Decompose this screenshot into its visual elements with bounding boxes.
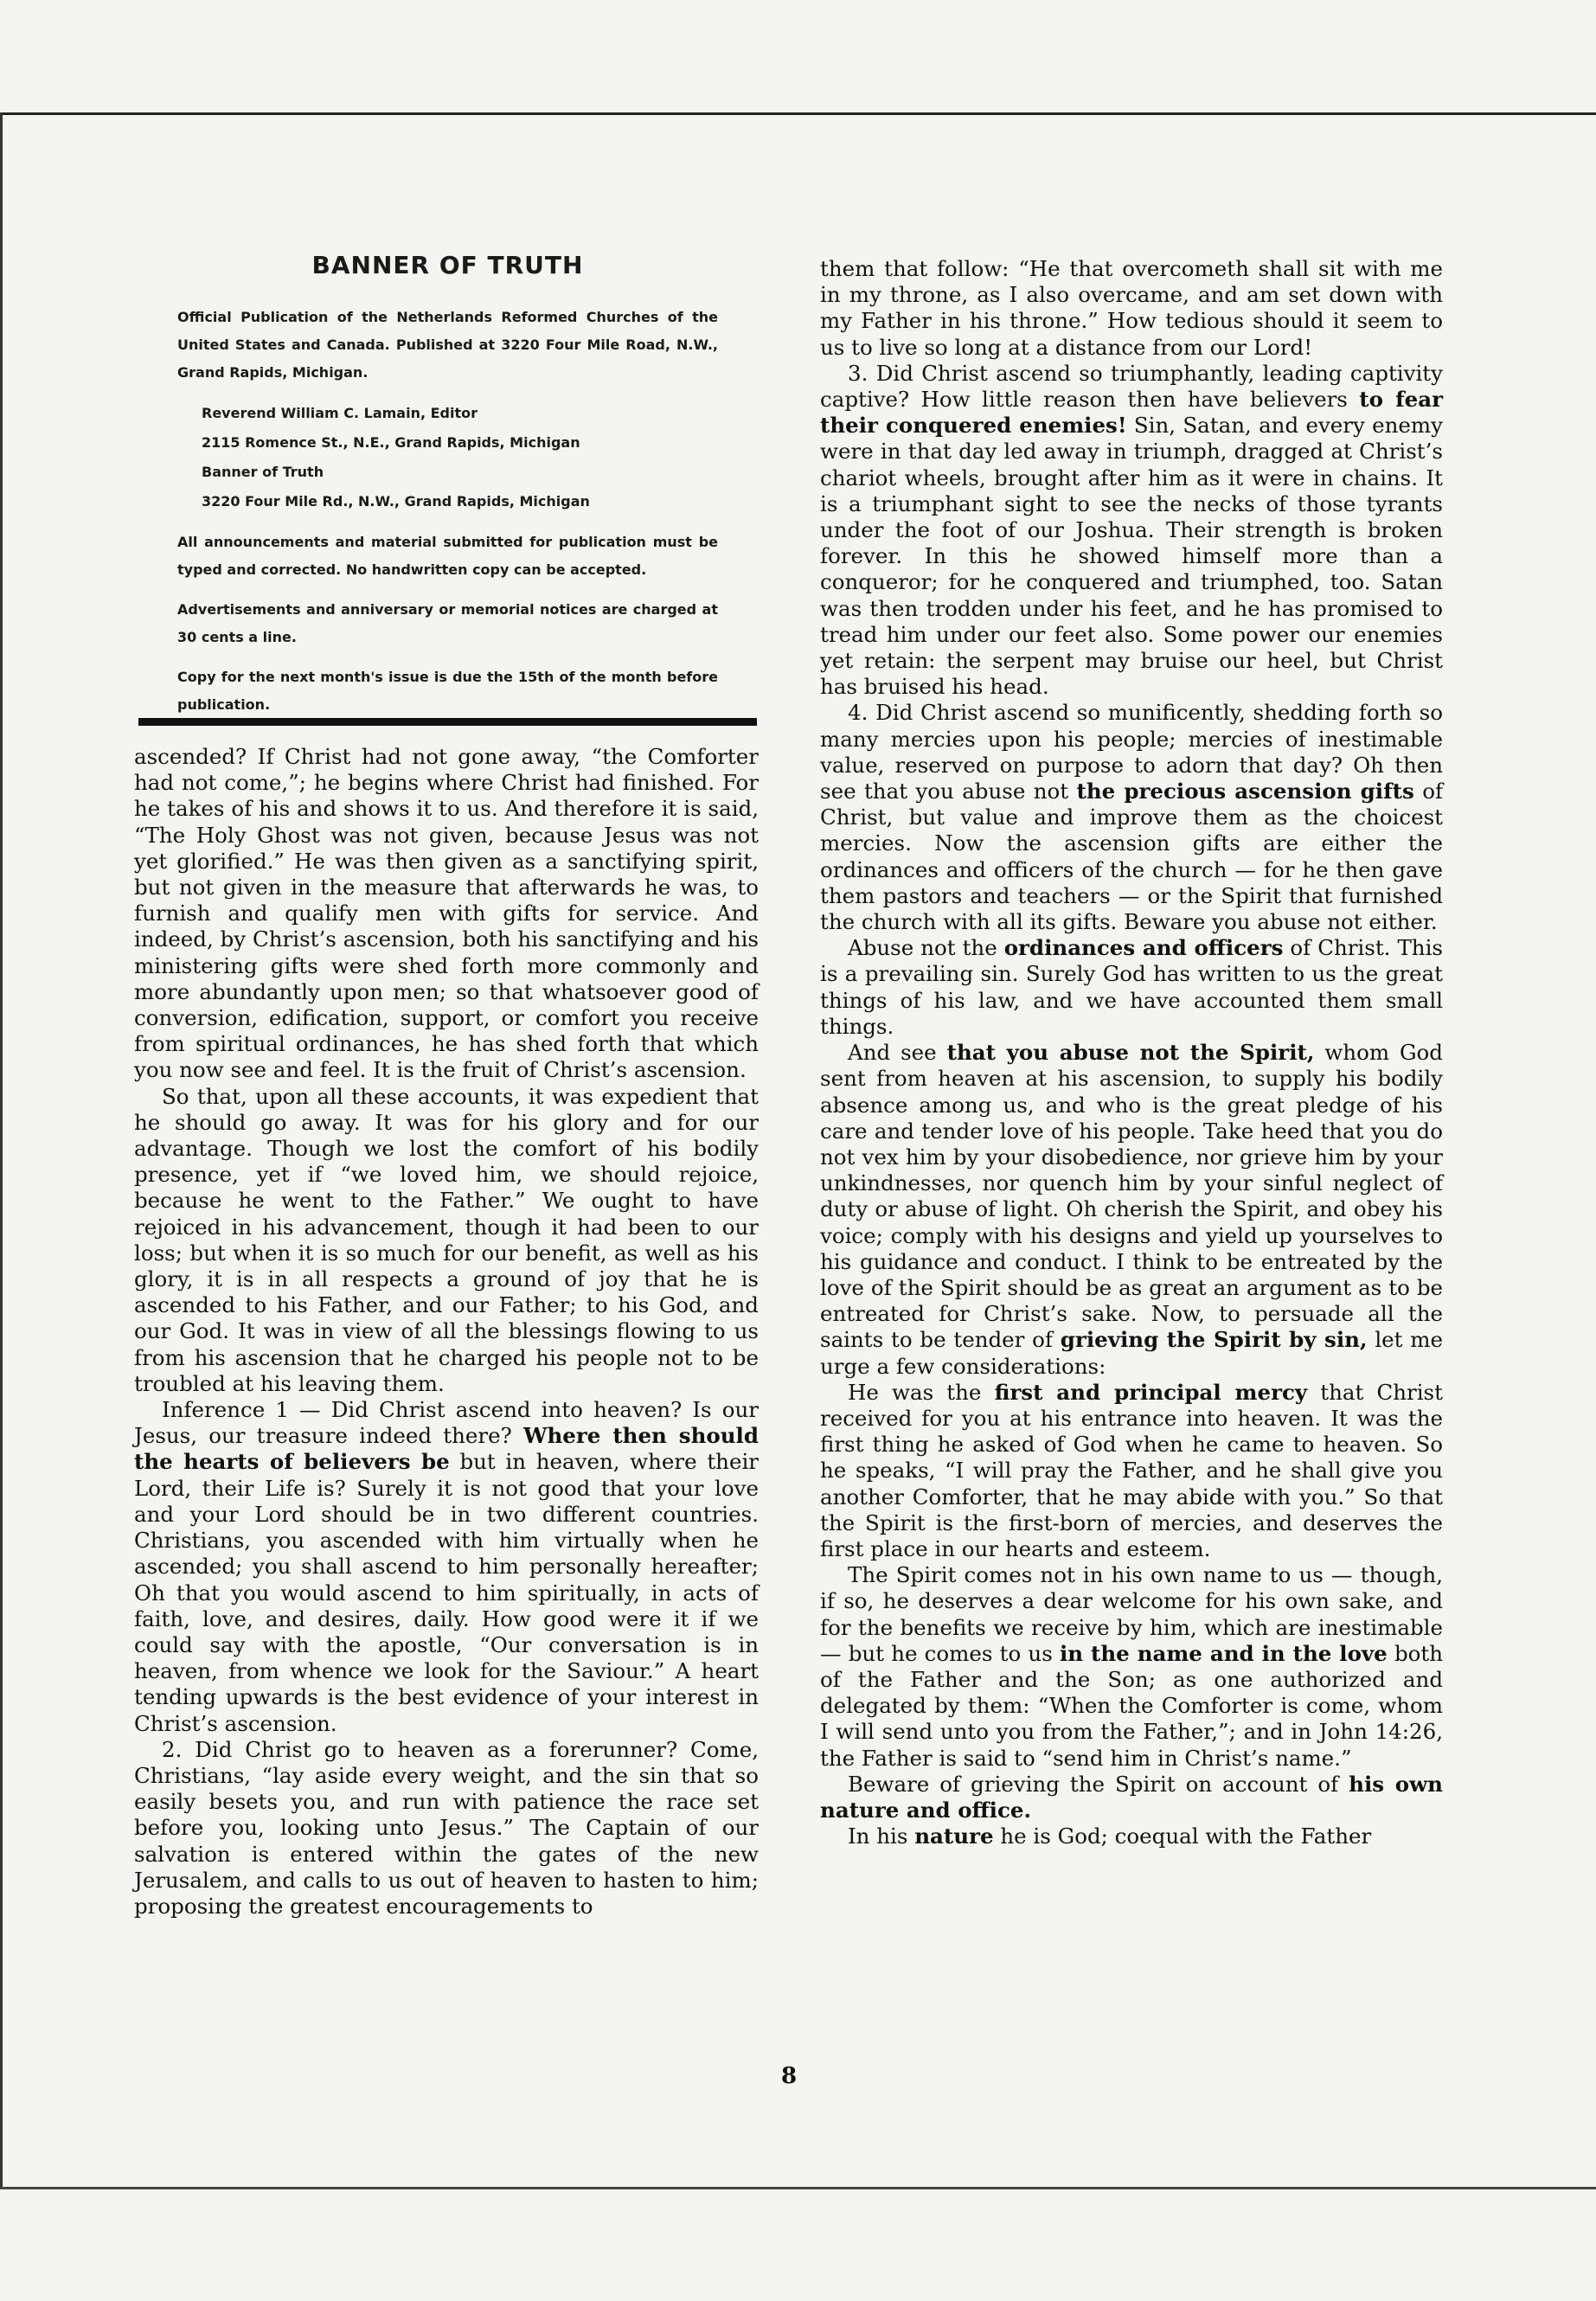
paragraph: Abuse not the ordinances and officers of Christ. This is a prevailing sin. Surely God has written to us the great things of his law, and we have accounted them small things. [820, 935, 1443, 1039]
paragraph: 4. Did Christ ascend so munificently, shedding forth so many mercies upon his people; mercies of inestimable value, reserved on purpose to adorn that day? Oh then see that you abuse not the precious ascension gifts of Christ, but value and improve them as the choicest mercies. Now the ascension gifts are either the ordinances and officers of the church — for he then gave them pastors and teachers — or the Spirit that furnished the church with all its gifts. Beware you abuse not either. [820, 700, 1444, 935]
masthead [177, 251, 718, 731]
emphasis: in the name and in the love [1059, 1640, 1388, 1666]
emphasis: first and principal mercy [994, 1379, 1308, 1405]
emphasis: to fear their conquered enemies! [820, 387, 1443, 439]
notice-copy: Copy for the next month's issue is due the 15th of the month before publication. [177, 669, 718, 713]
emphasis: ordinances and officers [1003, 935, 1284, 961]
editor-address: 2115 Romence St., N.E., Grand Rapids, Michigan [202, 434, 580, 451]
paragraph: In his nature he is God; coequal with the Father [848, 1823, 1372, 1849]
banner-name: Banner of Truth [202, 464, 324, 480]
emphasis: grieving the Spirit by sin, [1060, 1327, 1368, 1353]
masthead-title: BANNER OF TRUTH [311, 251, 584, 279]
masthead-divider [138, 718, 757, 726]
paragraph: Beware of grieving the Spirit on account of his own nature and office. [820, 1771, 1443, 1823]
paragraph: And see that you abuse not the Spirit, whom God sent from heaven at his ascension, to supply his bodily absence among us, and who is the great pledge of his care and tender love of his people. Take heed that you do not vex him by your disobedience, nor grieve him by your unkindnesses, nor quench him by your sinful neglect of duty or abuse of light. Oh cherish the Spirit, and obey his voice; comply with his designs and yield up yourselves to his guidance and conduct. I think to be entreated by the love of the Spirit should be as great an argument as to be entreated for Christ’s sake. Now, to persuade all the saints to be tender of grieving the Spirit by sin, let me urge a few considerations: [820, 1040, 1444, 1379]
emphasis: Where then should the hearts of believers be [134, 1423, 759, 1475]
notice-typed: All announcements and material submitted for publication must be typed and corrected. No handwritten copy can be accepted. [177, 534, 718, 578]
editor-line: Reverend William C. Lamain, Editor [202, 405, 478, 421]
page-number: 8 [781, 2063, 798, 2089]
paragraph: 3. Did Christ ascend so triumphantly, leading captivity captive? How little reason then have believers to fear their conquered enemies! Sin, Satan, and every enemy were in that day led away in triumph, dragged at Christ’s chariot wheels, brought after him as it were in chains. It is a triumphant sight to see the necks of those tyrants under the foot of our Joshua. Their strength is broken forever. In this he showed himself more than a conqueror; for he conquered and triumphed, too. Satan was then trodden under his feet, and he has promised to tread him under our feet also. Some power our enemies yet retain: the serpent may bruise our heel, but Christ has bruised his head. [820, 360, 1443, 700]
right-column [820, 256, 1443, 1849]
paragraph: The Spirit comes not in his own name to us — though, if so, he deserves a dear welcome for his own sake, and for the benefits we receive by him, which are inestimable — but he comes to us in the name and in the love both of the Father and the Son; as one authorized and delegated by them: “When the Comforter is come, whom I will send unto you from the Father,”; and in John 14:26, the Father is said to “send him in Christ’s name.” [820, 1562, 1444, 1771]
paragraph: ascended? If Christ had not gone away, “the Comforter had not come,”; he begins where Christ had finished. For he takes of his and shows it to us. And therefore it is said, “The Holy Ghost was not given, because Jesus was not yet glorified.” He was then given as a sanctifying spirit, but not given in the measure that afterwards he was, to furnish and qualify men with gifts for service. And indeed, by Christ’s ascension, both his sanctifying and his ministering gifts were shed forth more commonly and more abundantly upon men; so that whatsoever good of conversion, edification, support, or comfort you receive from spiritual ordinances, he has shed forth that which you now see and feel. It is the fruit of Christ’s ascension. [134, 744, 759, 1083]
notice-ads: Advertisements and anniversary or memorial notices are charged at 30 cents a line. [177, 601, 718, 645]
paragraph: So that, upon all these accounts, it was expedient that he should go away. It was for his glory and for our advantage. Though we lost the comfort of his bodily presence, yet if “we loved him, we should rejoice, because he went to the Father.” We ought to have rejoiced in his advancement, though it had been to our loss; but when it is so much for our benefit, as well as his glory, it is in all respects a ground of joy that he is ascended to his Father, and our Father; to his God, and our God. It was in view of all the blessings flowing to us from his ascension that he charged his people not to be troubled at his leaving them. [134, 1083, 759, 1396]
emphasis: nature [914, 1823, 994, 1849]
paragraph: Inference 1 — Did Christ ascend into heaven? Is our Jesus, our treasure indeed there? Where then should the hearts of believers be but in heaven, where their Lord, their Life is? Surely it is not good that your love and your Lord should be in two different countries. Christians, you ascended with him virtually when he ascended; you shall ascend to him personally hereafter; Oh that you would ascend to him spiritually, in acts of faith, love, and desires, daily. How good were it if we could say with the apostle, “Our conversation is in heaven, from whence we look for the Saviour.” A heart tending upwards is the best evidence of your interest in Christ’s ascension. [134, 1397, 759, 1736]
banner-address: 3220 Four Mile Rd., N.W., Grand Rapids, Michigan [202, 493, 590, 510]
paragraph: them that follow: “He that overcometh shall sit with me in my throne, as I also overcame, and am set down with my Father in his throne.” How tedious should it seem to us to live so long at a distance from our Lord! [820, 256, 1443, 360]
publication-info: Official Publication of the Netherlands Reformed Churches of the United States and Canada. Published at 3220 Four Mile Road, N.W., Grand Rapids, Michigan. [177, 309, 718, 381]
left-column [134, 744, 759, 1920]
paragraph: 2. Did Christ go to heaven as a forerunner? Come, Christians, “lay aside every weight, and the sin that so easily besets you, and run with patience the race set before you, looking unto Jesus.” The Captain of our salvation is entered within the gates of the new Jerusalem, and calls to us out of heaven to hasten to him; proposing the greatest encouragements to [134, 1736, 759, 1919]
emphasis: that you abuse not the Spirit, [946, 1040, 1315, 1066]
paragraph: He was the first and principal mercy that Christ received for you at his entrance into heaven. It was the first thing he asked of God when he came to heaven. So he speaks, “I will pray the Father, and he shall give you another Comforter, that he may abide with you.” So that the Spirit is the first-born of mercies, and deserves the first place in our hearts and esteem. [820, 1379, 1443, 1561]
emphasis: his own nature and office. [820, 1771, 1443, 1823]
emphasis: the precious ascension gifts [1076, 779, 1414, 804]
